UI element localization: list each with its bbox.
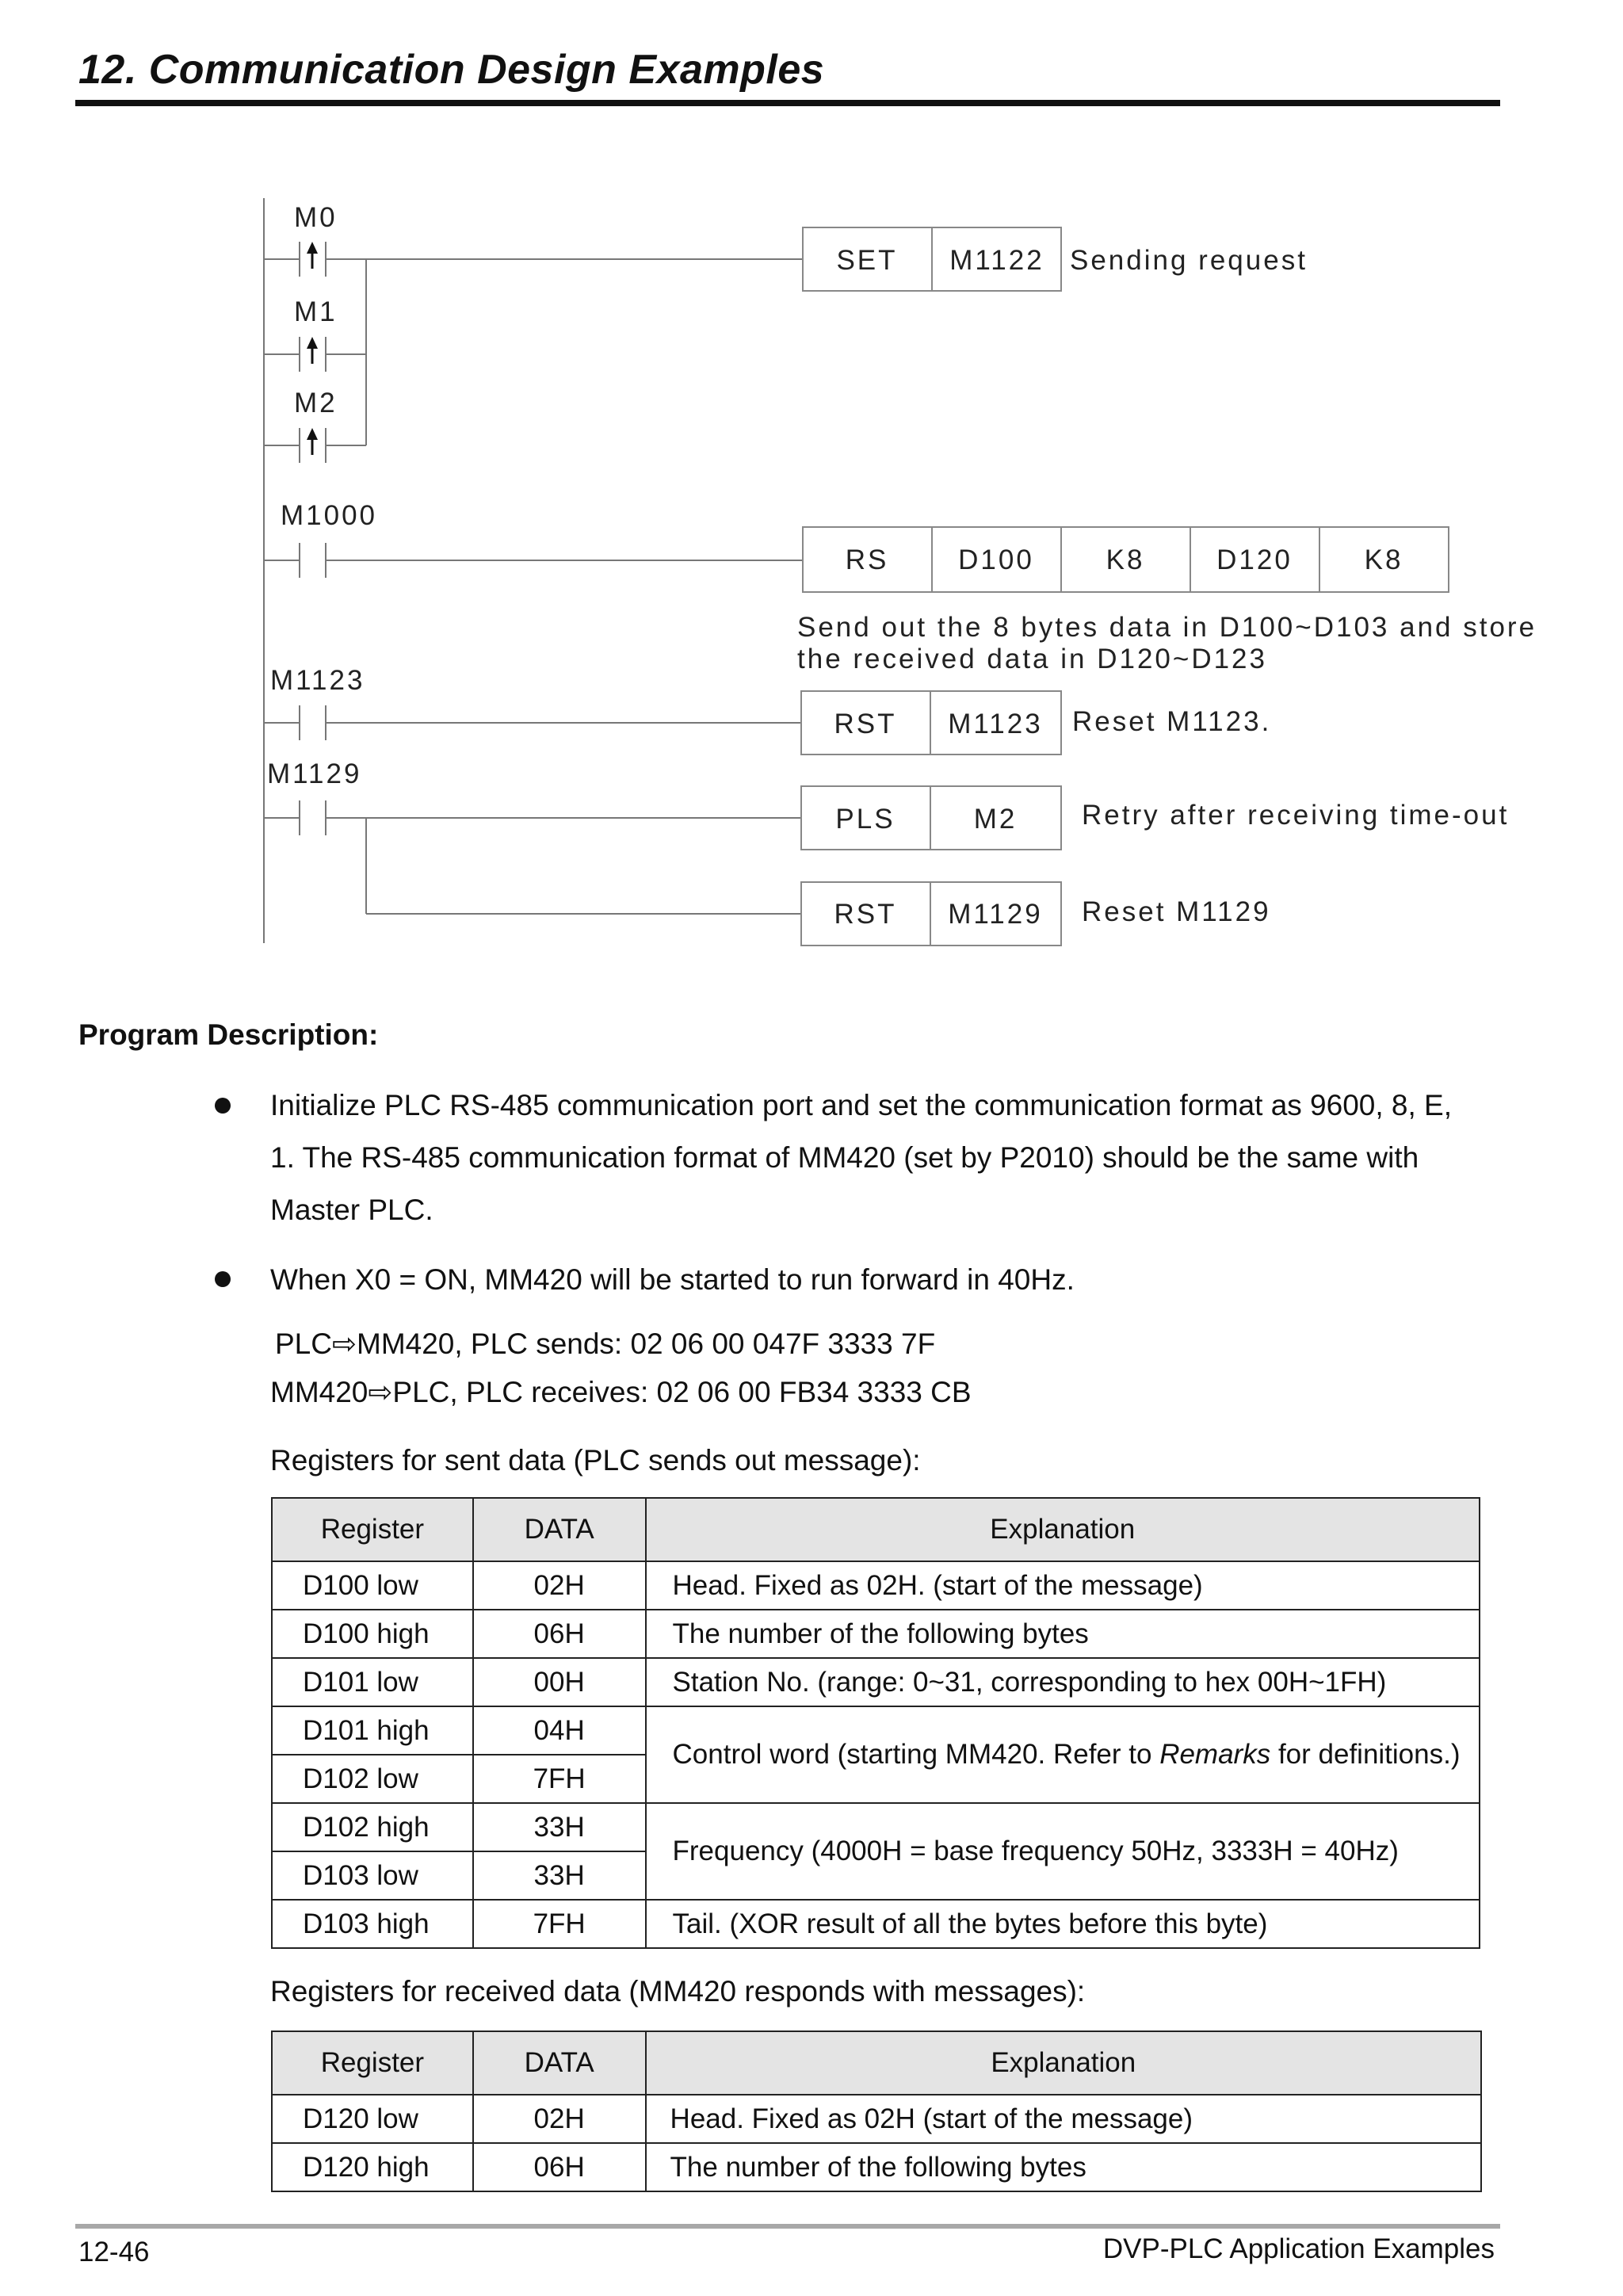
table-cell: 7FH <box>473 1900 646 1948</box>
rst1-operand: M1123 <box>948 709 1043 739</box>
table-cell: D120 low <box>272 2095 473 2143</box>
contact-label: M2 <box>294 388 338 418</box>
table-cell: 02H <box>473 2095 646 2143</box>
table-cell: D101 high <box>272 1706 473 1755</box>
footer-rule <box>75 2224 1500 2229</box>
contact-label: M0 <box>294 202 338 233</box>
right-arrow-icon: ⇨ <box>368 1376 393 1408</box>
plc-receives-line: MM420⇨PLC, PLC receives: 02 06 00 FB34 3333 CB <box>270 1376 972 1408</box>
table-row <box>272 1900 1480 1948</box>
contact-label: M1000 <box>281 500 378 531</box>
table-cell: D120 high <box>272 2143 473 2191</box>
table-cell: Tail. (XOR result of all the bytes before this byte) <box>646 1900 1480 1948</box>
column-header: Register <box>272 2031 473 2095</box>
bullet-icon <box>215 1098 231 1114</box>
page-title: 12. Communication Design Examples <box>78 47 825 93</box>
bullet-1-line: 1. The RS-485 communication format of MM420 (set by P2010) should be the same with <box>270 1141 1419 1174</box>
table-cell: D101 low <box>272 1658 473 1706</box>
rs-cell: K8 <box>1364 544 1403 575</box>
column-header: Register <box>272 1498 473 1561</box>
table-cell: 00H <box>473 1658 646 1706</box>
bullet-1-line: Master PLC. <box>270 1194 433 1226</box>
column-header: Explanation <box>646 1498 1480 1561</box>
table-cell: The number of the following bytes <box>646 2143 1481 2191</box>
program-description-heading: Program Description: <box>78 1018 379 1051</box>
column-header: DATA <box>473 2031 646 2095</box>
column-header: Explanation <box>646 2031 1481 2095</box>
table-cell: D103 high <box>272 1900 473 1948</box>
rst1-cmd: RST <box>834 709 897 739</box>
rs-comment: the received data in D120~D123 <box>797 644 1267 674</box>
rs-cell: RS <box>845 544 889 575</box>
column-header: DATA <box>473 1498 646 1561</box>
table-cell: D103 low <box>272 1851 473 1900</box>
bullet-2: When X0 = ON, MM420 will be started to run forward in 40Hz. <box>270 1263 1075 1296</box>
table-row <box>272 1803 1480 1851</box>
table-cell: 33H <box>473 1803 646 1851</box>
rst2-operand: M1129 <box>948 899 1043 930</box>
set-comment: Sending request <box>1070 245 1308 276</box>
rst1-comment: Reset M1123. <box>1072 706 1272 737</box>
rs-cell: D120 <box>1216 544 1293 575</box>
control-word-cell: Control word (starting MM420. Refer to Remarks for definitions.) <box>646 1706 1480 1803</box>
table-row <box>272 1610 1480 1658</box>
table-row <box>272 2095 1481 2143</box>
rst2-cmd: RST <box>834 899 897 930</box>
table-row <box>272 2143 1481 2191</box>
pls-comment: Retry after receiving time-out <box>1082 800 1510 831</box>
table-cell: 33H <box>473 1851 646 1900</box>
ladder-diagram <box>0 0 1623 975</box>
bullet-icon <box>215 1271 231 1287</box>
contact-label: M1 <box>294 296 338 327</box>
sent-data-table <box>271 1497 1480 1949</box>
rs-cell: D100 <box>958 544 1034 575</box>
table-row <box>272 1561 1480 1610</box>
received-data-table <box>271 2030 1482 2192</box>
set-operand: M1122 <box>949 245 1044 276</box>
page-number: 12-46 <box>78 2237 150 2267</box>
table-cell: The number of the following bytes <box>646 1610 1480 1658</box>
plc-sends-line: PLC⇨MM420, PLC sends: 02 06 00 047F 3333 7F <box>275 1328 936 1360</box>
table-cell: D100 low <box>272 1561 473 1610</box>
bullet-1 <box>270 1079 1452 1236</box>
sent-table-caption: Registers for sent data (PLC sends out message): <box>270 1444 921 1477</box>
received-table-caption: Registers for received data (MM420 responds with messages): <box>270 1975 1086 2008</box>
pls-operand: M2 <box>973 804 1018 835</box>
table-cell: Head. Fixed as 02H (start of the message) <box>646 2095 1481 2143</box>
table-cell: D100 high <box>272 1610 473 1658</box>
table-cell: Station No. (range: 0~31, corresponding to hex 00H~1FH) <box>646 1658 1480 1706</box>
table-cell: D102 high <box>272 1803 473 1851</box>
table-row <box>272 1706 1480 1755</box>
rs-comment: Send out the 8 bytes data in D100~D103 and store <box>797 612 1537 643</box>
table-cell: 04H <box>473 1706 646 1755</box>
bullet-1-line: Initialize PLC RS-485 communication port and set the communication format as 9600, 8, E, <box>270 1089 1453 1121</box>
table-cell: D102 low <box>272 1755 473 1803</box>
table-row <box>272 1658 1480 1706</box>
contact-label: M1123 <box>270 665 365 696</box>
frequency-cell: Frequency (4000H = base frequency 50Hz, 3333H = 40Hz) <box>646 1803 1480 1900</box>
pls-cmd: PLS <box>835 804 896 835</box>
table-cell: 06H <box>473 1610 646 1658</box>
table-cell: 7FH <box>473 1755 646 1803</box>
table-cell: 02H <box>473 1561 646 1610</box>
set-cmd: SET <box>836 245 898 276</box>
document-title: DVP-PLC Application Examples <box>1102 2233 1495 2264</box>
table-cell: 06H <box>473 2143 646 2191</box>
right-arrow-icon: ⇨ <box>331 1328 357 1360</box>
contact-label: M1129 <box>267 758 362 789</box>
rst2-comment: Reset M1129 <box>1082 896 1271 927</box>
table-cell: Head. Fixed as 02H. (start of the message) <box>646 1561 1480 1610</box>
rs-cell: K8 <box>1106 544 1145 575</box>
